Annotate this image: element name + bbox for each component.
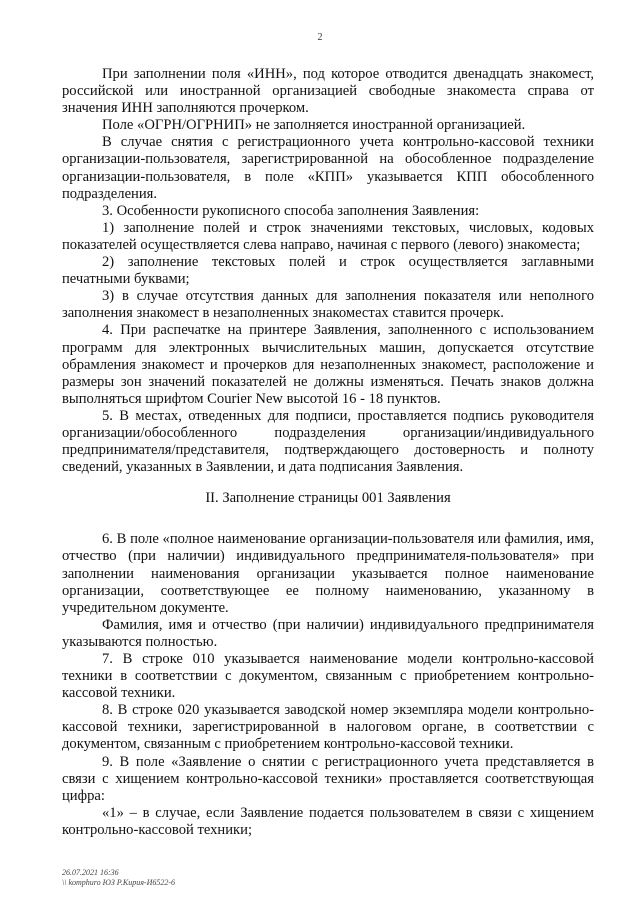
paragraph: 3) в случае отсутствия данных для заполнения показателя или неполного заполнения знакомест в незаполненных знакоместах ставится прочерк. — [62, 288, 594, 322]
paragraph: «1» – в случае, если Заявление подается пользователем в связи с хищением контрольно-кассовой техники; — [62, 804, 594, 838]
paragraph: 2) заполнение текстовых полей и строк осуществляется заглавными печатными буквами; — [62, 254, 594, 288]
paragraph: 9. В поле «Заявление о снятии с регистрационного учета представляется в связи с хищением контрольно-кассовой техники» проставляется соответствующая цифра: — [62, 753, 594, 804]
footer-timestamp: 26.07.2021 16:36 — [62, 868, 119, 877]
paragraph: 4. При распечатке на принтере Заявления, заполненного с использованием программ для электронных вычислительных машин, допускается отсутствие обрамления знакомест и прочерков для незаполненных знакомест, расположение и размеры зон значений показателей не должны изменяться. Печать знаков должна выполняться шрифтом Courier New высотой 16 - 18 пунктов. — [62, 322, 594, 407]
document-body — [62, 66, 594, 839]
page-number: 2 — [317, 32, 323, 43]
paragraph: Фамилия, имя и отчество (при наличии) индивидуального предпринимателя указываются полностью. — [62, 616, 594, 650]
paragraph: 1) заполнение полей и строк значениями текстовых, числовых, кодовых показателей осуществляется слева направо, начиная с первого (левого) знакоместа; — [62, 219, 594, 253]
paragraph: При заполнении поля «ИНН», под которое отводится двенадцать знакомест, российской или иностранной организацией свободные знакоместа справа от значения ИНН заполняются прочерком. — [62, 66, 594, 117]
paragraph: 7. В строке 010 указывается наименование модели контрольно-кассовой техники в соответствии с документом, связанным с приобретением контрольно-кассовой техники. — [62, 651, 594, 702]
footer-file-path: \\ komphuro ЮЗ Р.Кирия-И6522-6 — [62, 878, 176, 887]
paragraph: 8. В строке 020 указывается заводской номер экземпляра модели контрольно-кассовой техники, зарегистрированной в налоговом органе, в соответствии с документом, связанным с приобретением контрольно-кассовой техники. — [62, 702, 594, 753]
footer-stamp — [62, 868, 175, 888]
section-title: II. Заполнение страницы 001 Заявления — [205, 490, 451, 507]
paragraph: 6. В поле «полное наименование организации-пользователя или фамилия, имя, отчество (при наличии) индивидуального предпринимателя-пользователя» при заполнении наименования организации указывается полное наименование организации, соответствующее ее полному наименованию, указанному в учредительном документе. — [62, 531, 594, 616]
paragraph: 3. Особенности рукописного способа заполнения Заявления: — [102, 202, 480, 219]
paragraph: 5. В местах, отведенных для подписи, проставляется подпись руководителя организации/обособленного подразделения организации/индивидуального предпринимателя/представителя, подтверждающего достоверность и полноту сведений, указанных в Заявлении, и дата подписания Заявления. — [62, 407, 594, 476]
paragraph: В случае снятия с регистрационного учета контрольно-кассовой техники организации-пользователя, зарегистрированной на обособленное подразделение организации-пользователя, в поле «КПП» указывается КПП обособленного подразделения. — [62, 134, 594, 202]
paragraph: Поле «ОГРН/ОГРНИП» не заполняется иностранной организацией. — [102, 117, 526, 134]
